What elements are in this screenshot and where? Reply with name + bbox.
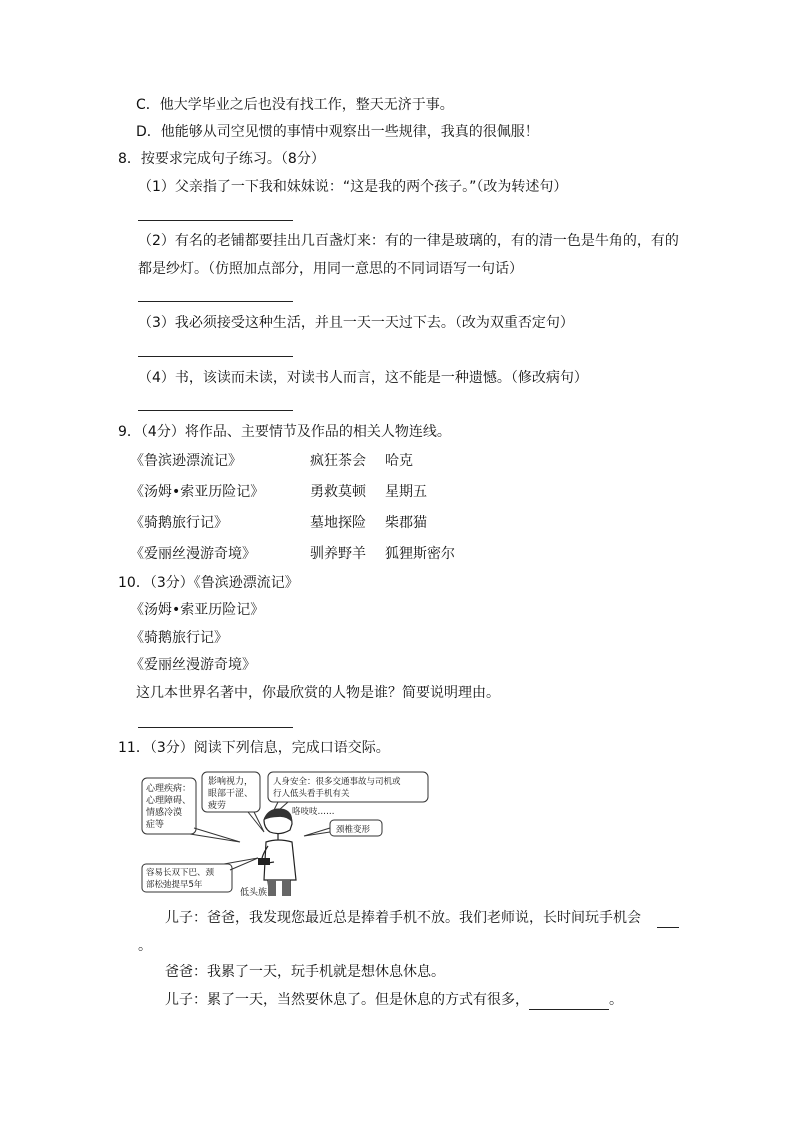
q9-person-2: 星期五: [385, 484, 427, 500]
q9-plot-1: 疯狂茶会: [310, 453, 366, 469]
vision-line-1: 影响视力，: [208, 777, 254, 787]
son-line-2-text: 儿子：累了一天，当然要休息了。但是休息的方式有很多，: [165, 992, 529, 1008]
mental-line-1: 心理疾病：: [146, 784, 192, 794]
mental-line-3: 情感冷漠: [146, 808, 183, 818]
q9-work-1: 《鲁滨逊漂流记》: [130, 453, 242, 469]
q10-book-3: 《骑鹅旅行记》: [130, 630, 228, 646]
safety-line-1: 人身安全：很多交通事故与司机或: [273, 777, 401, 787]
q8-heading: 8．按要求完成句子练习。（8分）: [118, 151, 325, 167]
q9-plot-3: 墓地探险: [310, 515, 366, 531]
neck-text: 颈椎变形: [336, 825, 371, 835]
q9-work-4: 《爱丽丝漫游奇境》: [130, 546, 256, 562]
q8-item-4: （4）书，该读而未读，对读书人而言，这不能是一种遗憾。（修改病句）: [138, 370, 588, 386]
q8-item-1: （1）父亲指了一下我和妹妹说：“这是我的两个孩子。”（改为转述句）: [138, 179, 568, 195]
chin-line-1: 容易长双下巴、颈: [146, 868, 215, 878]
illustration-svg: [140, 770, 430, 898]
q8-answer-blank-1[interactable]: [138, 220, 293, 221]
boy-figure: [258, 808, 296, 896]
q8-item-2-line-2: 都是纱灯。（仿照加点部分，用同一意思的不同词语写一句话）: [138, 261, 523, 277]
q9-plot-2: 勇救莫顿: [310, 484, 366, 500]
q11-heading: 11．（3分）阅读下列信息，完成口语交际。: [118, 740, 390, 756]
q9-plot-4: 驯养野羊: [310, 546, 366, 562]
phone-addiction-illustration: [140, 770, 430, 898]
q9-heading: 9．（4分）将作品、主要情节及作品的相关人物连线。: [118, 424, 451, 440]
vision-line-3: 疲劳: [208, 801, 227, 811]
q8-item-2-line-1: （2）有名的老铺都要挂出几百盏灯来：有的一律是玻璃的，有的清一色是牛角的，有的: [138, 233, 679, 249]
q9-person-3: 柴郡猫: [385, 515, 427, 531]
q11-son-line-2: [165, 990, 623, 1010]
q9-person-4: 狐狸斯密尔: [385, 546, 455, 562]
son-answer-blank-2[interactable]: [529, 995, 609, 1010]
q8-answer-blank-2[interactable]: [138, 301, 293, 302]
q10-book-2: 《汤姆•索亚历险记》: [130, 602, 265, 618]
q10-heading: 10．（3分）《鲁滨逊漂流记》: [118, 575, 299, 591]
q11-son-line-1: [165, 908, 679, 928]
illustration-caption: 低头族: [240, 888, 268, 898]
q10-answer-blank[interactable]: [138, 727, 293, 728]
q11-son-line-1-end: 。: [138, 938, 152, 954]
q8-answer-blank-3[interactable]: [138, 356, 293, 357]
safety-line-2: 行人低头看手机有关: [273, 789, 350, 799]
q9-work-3: 《骑鹅旅行记》: [130, 515, 228, 531]
q8-item-3: （3）我必须接受这种生活，并且一天一天过下去。（改为双重否定句）: [138, 315, 574, 331]
q9-work-2: 《汤姆•索亚历险记》: [130, 484, 265, 500]
q7-option-d: D．他能够从司空见惯的事情中观察出一些规律，我真的很佩服！: [136, 124, 539, 140]
vision-line-2: 眼部干涩、: [208, 789, 254, 799]
q10-book-4: 《爱丽丝漫游奇境》: [130, 657, 256, 673]
q10-question: 这几本世界名著中，你最欣赏的人物是谁？简要说明理由。: [136, 685, 500, 701]
chin-line-2: 部松弛提早5年: [146, 880, 203, 890]
son-line-2-end: 。: [609, 992, 623, 1008]
q8-answer-blank-4[interactable]: [138, 410, 293, 411]
q9-person-1: 哈克: [385, 453, 413, 469]
q7-option-c: C．他大学毕业之后也没有找工作，整天无济于事。: [136, 97, 454, 113]
mental-line-2: 心理障碍、: [146, 796, 192, 806]
sound-text: 咯吱吱……: [292, 807, 335, 817]
mental-line-4: 症等: [146, 820, 165, 830]
son-answer-blank-1[interactable]: [657, 913, 679, 928]
son-line-1-text: 儿子：爸爸，我发现您最近总是捧着手机不放。我们老师说，长时间玩手机会: [165, 910, 641, 926]
q11-dad-line: 爸爸：我累了一天，玩手机就是想休息休息。: [165, 964, 445, 980]
